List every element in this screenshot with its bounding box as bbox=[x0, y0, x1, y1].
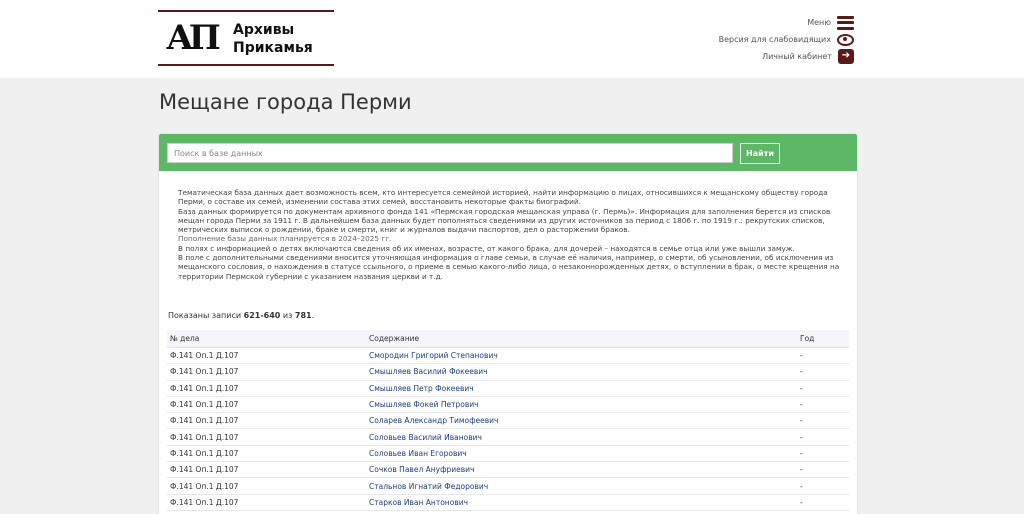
record-link[interactable]: Соловьев Василий Иванович bbox=[369, 432, 482, 442]
table-row[interactable] bbox=[167, 429, 849, 445]
case-number: Ф.141 Оп.1 Д.107 bbox=[167, 445, 366, 461]
description-paragraph: Тематическая база данных дает возможность всем, кто интересуется семейной историей, найти информацию о лицах, относившихся к мещанскому обществу города Перми, о составе их семей, изменении состава этих семей, восстановить некоторые факты биографий. bbox=[178, 188, 828, 207]
table-row[interactable] bbox=[167, 364, 849, 380]
menu-icon[interactable] bbox=[837, 16, 854, 30]
table-row[interactable] bbox=[167, 413, 849, 429]
description-paragraph: В поле с дополнительными сведениями вносится уточняющая информация о главе семьи, в случае её наличия, например, о смерти, об усыновлении, об исключения из мещанского сословия, о нахождения в статусе ссыльного, о приеме в семью какого-либо лица, о незаконнорожденных детях, о вступлении в брак, о месте крещения на территории Пермской губернии с указанием названия церкви и т.д. bbox=[178, 253, 840, 281]
record-link[interactable]: Соловьев Иван Егорович bbox=[369, 448, 467, 458]
column-header-year[interactable]: Год bbox=[797, 330, 849, 348]
record-year: - bbox=[797, 494, 849, 510]
record-content bbox=[366, 380, 797, 396]
table-row[interactable] bbox=[167, 445, 849, 461]
record-link[interactable]: Старков Иван Антонович bbox=[369, 497, 469, 507]
description-paragraph: База данных формируется по документам архивного фонда 141 «Пермская городская мещанская управа (г. Пермь)». Информация для заполнения берется из списков мещан города Перми за 1911 г. В дальнейшем база данных будет пополняться сведениями из других источников за период с 1806 г. по 1919 г.: рекрутских списков, метрических выписок о рождении, браке и смерти, книг и журналов выдачи паспортов, дел о расторжении браков. bbox=[178, 206, 831, 235]
case-number: Ф.141 Оп.1 Д.107 bbox=[167, 348, 366, 364]
record-content bbox=[366, 445, 797, 461]
record-content bbox=[366, 494, 797, 510]
eye-icon[interactable] bbox=[837, 34, 854, 46]
record-link[interactable]: Смышляев Фокей Петрович bbox=[369, 400, 479, 410]
case-number: Ф.141 Оп.1 Д.107 bbox=[167, 494, 366, 510]
site-header bbox=[0, 0, 1024, 78]
case-number: Ф.141 Оп.1 Д.107 bbox=[167, 462, 366, 478]
record-content bbox=[366, 429, 797, 445]
search-bar bbox=[159, 134, 857, 171]
description-paragraph: В полях с информацией о детях включаются сведения об их именах, возрасте, от какого брака, для дочерей – находятся в семье отца или уже вышли замуж. bbox=[178, 243, 795, 253]
logo-line-2: Прикамья bbox=[233, 40, 313, 56]
site-logo[interactable] bbox=[158, 10, 334, 66]
table-header-row bbox=[167, 330, 849, 348]
records-prefix: Показаны записи bbox=[168, 311, 242, 320]
record-content bbox=[366, 348, 797, 364]
table-row[interactable] bbox=[167, 494, 849, 510]
case-number: Ф.141 Оп.1 Д.107 bbox=[167, 396, 366, 412]
record-content bbox=[366, 364, 797, 380]
logo-line-1: Архивы bbox=[233, 22, 295, 38]
record-year: - bbox=[797, 462, 849, 478]
table-row[interactable] bbox=[167, 478, 849, 494]
search-button[interactable]: Найти bbox=[740, 143, 780, 164]
case-number: Ф.141 Оп.1 Д.107 bbox=[167, 478, 366, 494]
table-row[interactable] bbox=[167, 396, 849, 412]
records-total: 781 bbox=[294, 311, 312, 320]
low-vision-link[interactable] bbox=[719, 31, 854, 48]
record-link[interactable]: Смышляев Василий Фокеевич bbox=[369, 367, 488, 377]
record-content bbox=[366, 396, 797, 412]
records-count bbox=[168, 311, 314, 320]
record-year: - bbox=[797, 380, 849, 396]
description bbox=[178, 188, 843, 281]
table-row[interactable] bbox=[167, 380, 849, 396]
case-number: Ф.141 Оп.1 Д.107 bbox=[167, 380, 366, 396]
case-number: Ф.141 Оп.1 Д.107 bbox=[167, 413, 366, 429]
record-link[interactable]: Соларев Александр Тимофеевич bbox=[369, 416, 499, 426]
table-row[interactable] bbox=[167, 348, 849, 364]
column-header-content[interactable]: Содержание bbox=[366, 330, 797, 348]
cabinet-link[interactable] bbox=[719, 48, 854, 65]
records-range: 621-640 bbox=[243, 311, 281, 320]
case-number: Ф.141 Оп.1 Д.107 bbox=[167, 364, 366, 380]
record-link[interactable]: Смышляев Петр Фокеевич bbox=[369, 383, 474, 393]
logo-mark: АП bbox=[166, 18, 216, 58]
low-vision-label: Версия для слабовидящих bbox=[718, 35, 831, 44]
table-body bbox=[167, 348, 849, 511]
page-title: Мещане города Перми bbox=[159, 90, 412, 114]
case-number: Ф.141 Оп.1 Д.107 bbox=[167, 429, 366, 445]
column-header-case[interactable]: № дела bbox=[167, 330, 366, 348]
table-row[interactable] bbox=[167, 462, 849, 478]
records-suffix: . bbox=[311, 311, 315, 320]
search-input[interactable] bbox=[167, 143, 733, 163]
records-of: из bbox=[282, 311, 293, 320]
record-link[interactable]: Стальнов Игнатий Федорович bbox=[369, 481, 489, 491]
header-links bbox=[719, 14, 854, 65]
record-year: - bbox=[797, 413, 849, 429]
record-link[interactable]: Смородин Григорий Степанович bbox=[369, 351, 498, 361]
login-icon[interactable]: ➔ bbox=[838, 49, 854, 64]
menu-link[interactable] bbox=[719, 14, 854, 31]
database-card bbox=[159, 134, 857, 514]
record-content bbox=[366, 413, 797, 429]
record-year: - bbox=[797, 348, 849, 364]
record-year: - bbox=[797, 478, 849, 494]
record-year: - bbox=[797, 364, 849, 380]
records-table bbox=[167, 330, 849, 511]
record-content bbox=[366, 462, 797, 478]
record-link[interactable]: Сочков Павел Ануфриевич bbox=[369, 465, 475, 475]
description-paragraph: Пополнение базы данных планируется в 2024–2025 гг. bbox=[178, 234, 392, 244]
cabinet-label: Личный кабинет bbox=[762, 52, 832, 61]
record-year: - bbox=[797, 445, 849, 461]
record-year: - bbox=[797, 429, 849, 445]
logo-text bbox=[233, 21, 313, 57]
record-content bbox=[366, 478, 797, 494]
menu-label: Меню bbox=[807, 18, 831, 27]
record-year: - bbox=[797, 396, 849, 412]
